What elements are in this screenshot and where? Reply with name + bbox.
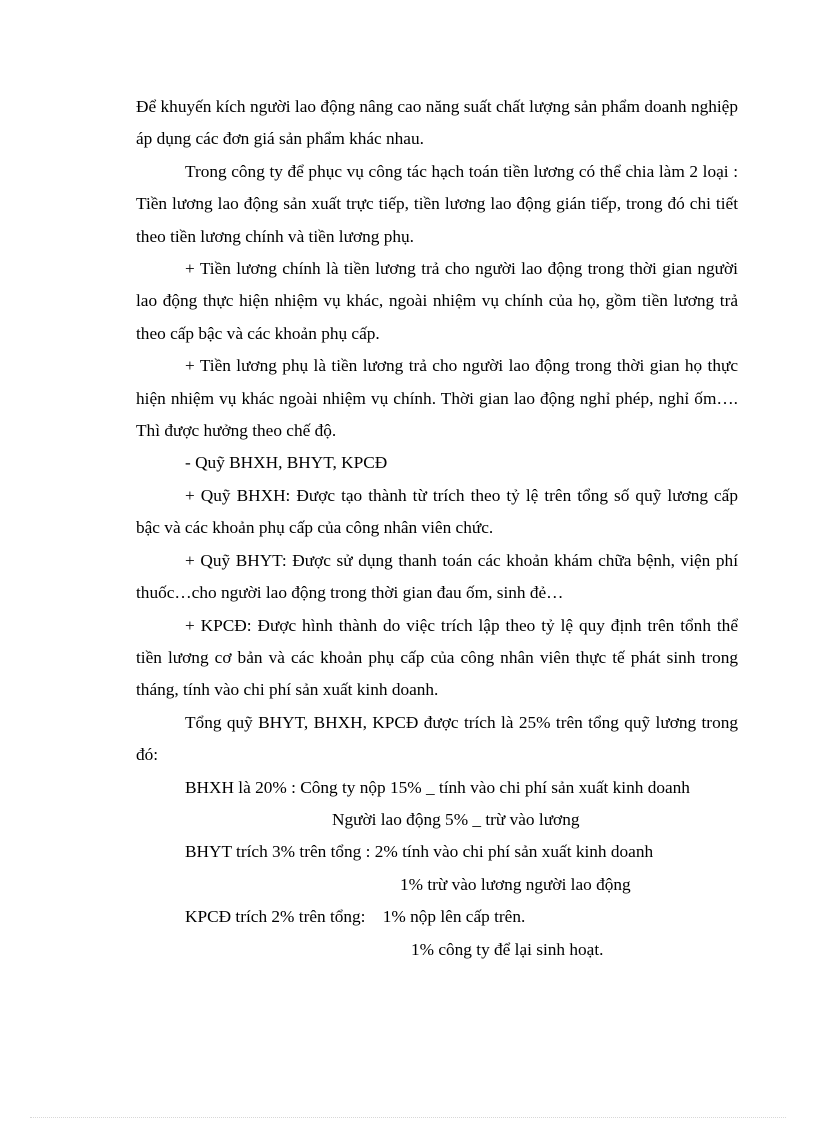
paragraph-salary-types: Trong công ty để phục vụ công tác hạch toán tiền lương có thể chia làm 2 loại : Tiền lương lao động sản xuất trực tiếp, tiền lương lao động gián tiếp, trong đó chi tiết theo tiền lương chính và tiền lương phụ. xyxy=(136,161,738,246)
document-body xyxy=(136,91,738,966)
paragraph-bhxh-fund: + Quỹ BHXH: Được tạo thành từ trích theo tỷ lệ trên tổng số quỹ lương cấp bậc và các khoản phụ cấp của công nhân viên chức. xyxy=(136,485,738,538)
section-heading-funds: - Quỹ BHXH, BHYT, KPCĐ xyxy=(185,453,388,473)
paragraph-extra-salary: + Tiền lương phụ là tiền lương trả cho người lao động trong thời gian họ thực hiện nhiệm vụ khác ngoài nhiệm vụ chính. Thời gian lao động nghỉ phép, nghỉ ốm…. Thì được hưởng theo chế độ. xyxy=(136,356,738,441)
bhxh-employee-line: Người lao động 5% _ trừ vào lương xyxy=(332,809,580,829)
bhyt-employee-line: 1% trừ vào lương người lao động xyxy=(400,874,631,894)
paragraph-kpcd-fund: + KPCĐ: Được hình thành do việc trích lập theo tỷ lệ quy định trên tổnh thể tiền lương cơ bản và các khoản phụ cấp của công nhân viên thực tế phát sinh trong tháng, tính vào chi phí sản xuất kinh doanh. xyxy=(136,615,738,700)
paragraph-bhxh-rate: BHXH là 20% : Công ty nộp 15% _ tính vào chi phí sản xuất kinh doanh xyxy=(185,777,690,797)
page-bottom-rule xyxy=(30,1117,786,1118)
kpcd-rate-line: KPCĐ trích 2% trên tổng: 1% nộp lên cấp trên. xyxy=(185,907,526,927)
bhyt-rate-line: BHYT trích 3% trên tổng : 2% tính vào chi phí sản xuất kinh doanh xyxy=(185,842,654,862)
paragraph-main-salary: + Tiền lương chính là tiền lương trả cho người lao động trong thời gian người lao động thực hiện nhiệm vụ khác, ngoài nhiệm vụ chính của họ, gồm tiền lương trả theo cấp bậc và các khoản phụ cấp. xyxy=(136,259,738,343)
paragraph-total-funds: Tổng quỹ BHYT, BHXH, KPCĐ được trích là 25% trên tổng quỹ lương trong đó: xyxy=(136,712,738,765)
paragraph-bhyt-fund: + Quỹ BHYT: Được sử dụng thanh toán các khoản khám chữa bệnh, viện phí thuốc…cho người lao động trong thời gian đau ốm, sinh đẻ… xyxy=(136,550,738,603)
paragraph-intro: Để khuyến kích người lao động nâng cao năng suất chất lượng sản phẩm doanh nghiệp áp dụng các đơn giá sản phẩm khác nhau. xyxy=(136,97,738,149)
kpcd-company-line: 1% công ty để lại sinh hoạt. xyxy=(411,939,604,959)
